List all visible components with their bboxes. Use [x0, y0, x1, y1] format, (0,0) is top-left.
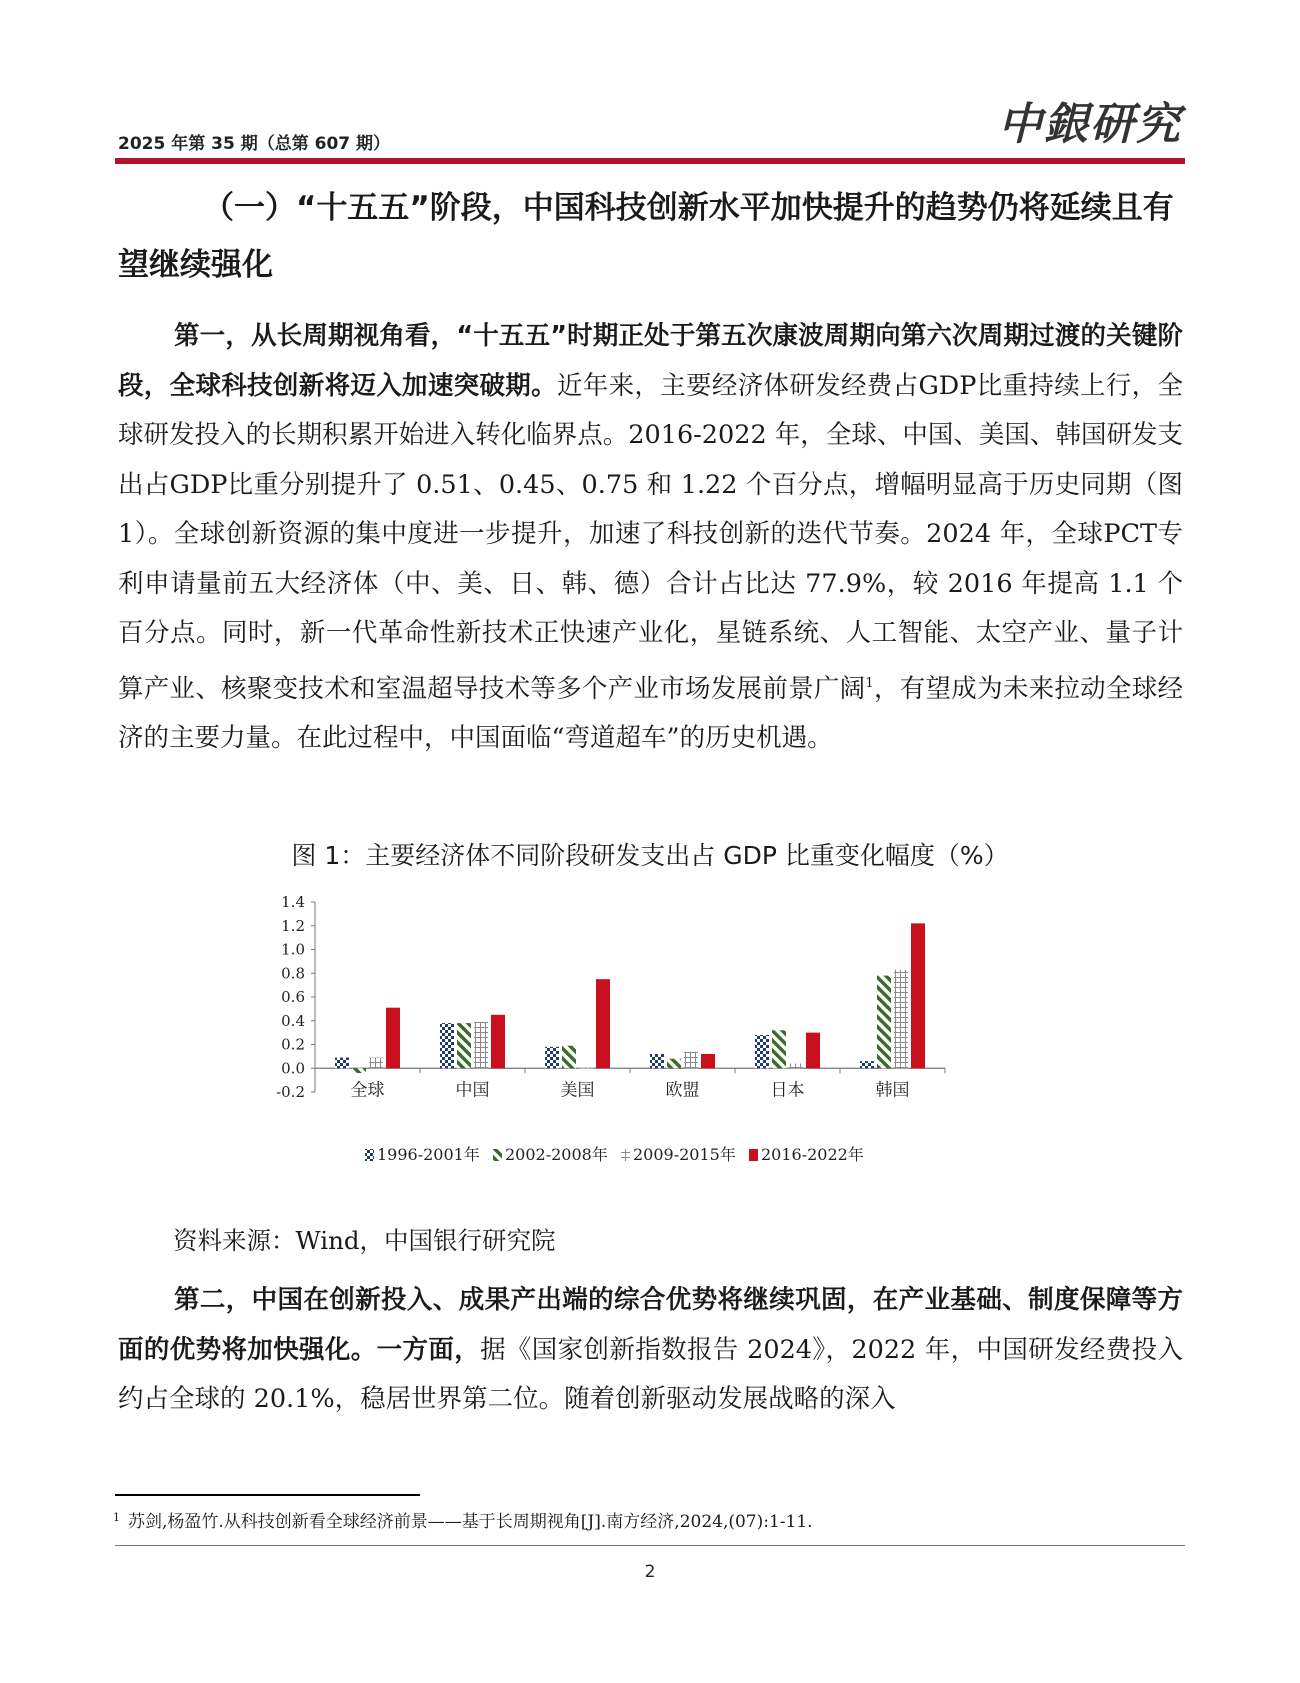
paragraph-1-text-a: 近年来，主要经济体研发经费占GDP比重持续上行，全球研发投入的长期积累开始进入转化临界点。2016-2022 年，全球、中国、美国、韩国研发支出占GDP比重分别提升了 0.51、0.45、0.75 和 1.22 个百分点，增幅明显高于历史同期（图 1）。全球创新资源的集中度进一步提升，加速了科技创新的迭代节奏。2024 年，全球PCT专利申请量前五大经济体（中、美、日、韩、德）合计占比达 77.9%，较 2016 年提高 1.1 个百分点。同时，新一代革命性新技术正快速产业化，星链系统、人工智能、太空产业、量子计算产业、核聚变技术和室温超导技术等多个产业市场发展前景广阔 [118, 370, 1183, 704]
legend-swatch [621, 1149, 630, 1161]
legend-label: 2009-2015年 [633, 1145, 736, 1164]
y-tick-label: 0.2 [281, 1035, 305, 1054]
bar-5-0 [860, 1061, 874, 1068]
bar-4-2 [789, 1064, 803, 1069]
bar-chart [265, 892, 1005, 1192]
legend-label: 1996-2001年 [377, 1145, 480, 1164]
legend-swatch [493, 1149, 502, 1161]
category-label: 美国 [560, 1080, 595, 1101]
figure-source: 资料来源：Wind，中国银行研究院 [173, 1226, 556, 1255]
page-number: 2 [644, 1562, 656, 1582]
bar-4-1 [772, 1030, 786, 1068]
legend-swatch [749, 1149, 758, 1161]
y-tick-label: 1.2 [281, 916, 305, 935]
footnote [113, 1507, 813, 1532]
paragraph-1-text-b: ，有望成为未来拉动全球经济的主要力量。在此过程中，中国面临“弯道超车”的历史机遇。 [118, 673, 1183, 753]
y-tick-label: 0.6 [281, 988, 305, 1006]
bar-0-1 [352, 1068, 366, 1073]
y-tick-label: 0.8 [281, 964, 305, 983]
bar-5-2 [894, 970, 908, 1069]
issue-label: 2025 年第 35 期（总第 607 期） [118, 134, 391, 154]
bar-0-2 [369, 1058, 383, 1069]
paragraph-2-text: 据《国家创新指数报告 2024》，2022 年，中国研发经费投入约占全球的 20.1%，稳居世界第二位。随着创新驱动发展战略的深入 [118, 1334, 1183, 1414]
bar-3-3 [701, 1054, 715, 1068]
bar-5-1 [877, 976, 891, 1069]
bar-1-2 [474, 1022, 488, 1068]
legend-label: 2002-2008年 [505, 1145, 608, 1164]
y-tick-label: 1.4 [281, 893, 305, 911]
paragraph-2-lead: 第二，中国在创新投入、成果产出端的综合优势将继续巩固，在产业基础、制度保障等方面的优势将加快强化。一方面， [118, 1285, 1183, 1365]
category-label: 中国 [455, 1080, 490, 1101]
footnote-text: 苏剑,杨盈竹.从科技创新看全球经济前景——基于长周期视角[J].南方经济,2024,(07):1-11. [128, 1512, 813, 1532]
y-tick-label: 0.4 [281, 1011, 305, 1030]
bank-research-logo: 中銀研究 [998, 99, 1182, 150]
footnote-rule [115, 1494, 420, 1496]
bar-0-3 [386, 1008, 400, 1069]
bar-0-0 [335, 1058, 349, 1069]
bar-4-0 [755, 1035, 769, 1068]
bar-2-3 [596, 979, 610, 1068]
figure-title: 图 1：主要经济体不同阶段研发支出占 GDP 比重变化幅度（%） [291, 841, 1009, 870]
paragraph-1-lead: 第一，从长周期视角看，“十五五”时期正处于第五次康波周期向第六次周期过渡的关键阶段，全球科技创新将迈入加速突破期。 [118, 321, 1183, 401]
footnote-ref[interactable]: 1 [865, 675, 874, 691]
category-label: 欧盟 [665, 1080, 700, 1101]
bar-1-0 [440, 1023, 454, 1068]
bar-4-3 [806, 1033, 820, 1069]
section-heading: （一）“十五五”阶段，中国科技创新水平加快提升的趋势仍将延续且有望继续强化 [118, 190, 1174, 283]
category-label: 全球 [350, 1080, 385, 1101]
bar-5-3 [911, 923, 925, 1068]
bar-2-2 [579, 1068, 593, 1069]
y-tick-label: 0.0 [281, 1059, 305, 1078]
footer-rule [115, 1545, 1185, 1546]
bar-1-1 [457, 1023, 471, 1068]
bar-3-0 [650, 1054, 664, 1068]
legend-swatch [365, 1149, 374, 1161]
category-label: 韩国 [875, 1080, 910, 1101]
bar-3-1 [667, 1059, 681, 1069]
bar-2-0 [545, 1047, 559, 1068]
category-label: 日本 [770, 1080, 805, 1101]
bar-3-2 [684, 1052, 698, 1069]
y-tick-label: 1.0 [281, 940, 305, 959]
footnote-number: 1 [113, 1511, 120, 1524]
header-rule [115, 158, 1185, 164]
bar-2-1 [562, 1046, 576, 1069]
bar-1-3 [491, 1015, 505, 1068]
paragraph-2 [118, 1276, 1183, 1425]
legend-label: 2016-2022年 [761, 1145, 864, 1164]
paragraph-1 [118, 312, 1183, 764]
y-tick-label: -0.2 [276, 1083, 305, 1101]
